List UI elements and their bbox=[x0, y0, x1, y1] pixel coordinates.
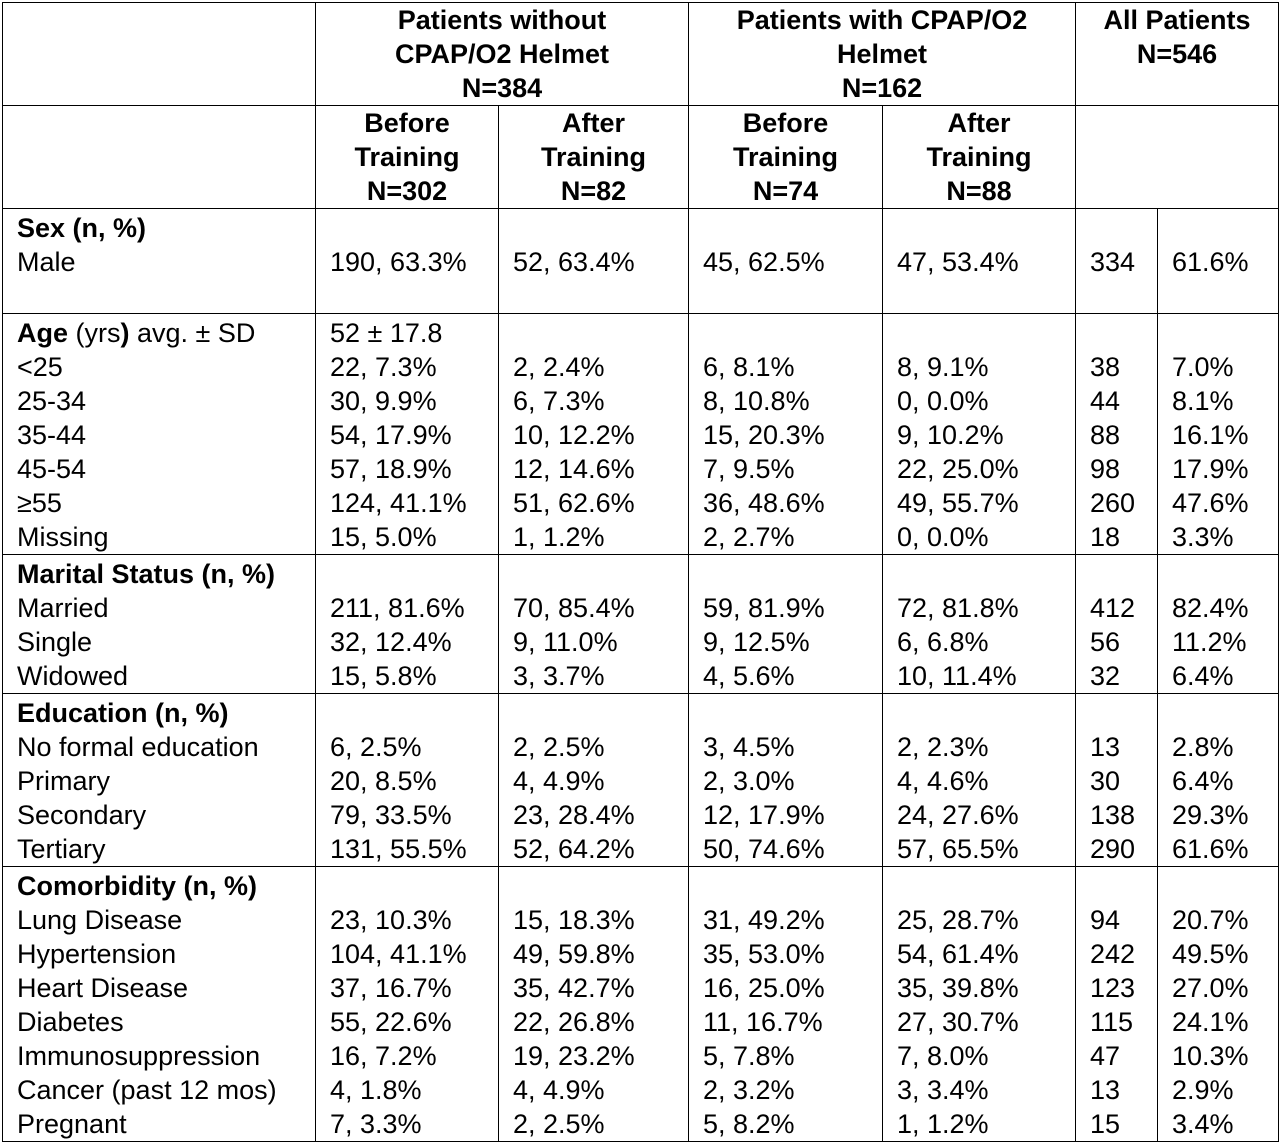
cell-value: 4, 4.9% bbox=[513, 1075, 605, 1105]
cell-value: 15, 18.3% bbox=[513, 905, 635, 935]
header-line: Before bbox=[364, 108, 450, 138]
cell-value: 57, 18.9% bbox=[330, 454, 452, 484]
section-title-text: Comorbidity (n, %) bbox=[17, 871, 257, 901]
section-title-text: Education (n, %) bbox=[17, 698, 229, 728]
spacer-line bbox=[897, 696, 1075, 730]
cell-value: 35, 42.7% bbox=[513, 973, 635, 1003]
spacer-line bbox=[1172, 557, 1278, 591]
header-line: Before bbox=[742, 108, 829, 138]
cell-value: 88 bbox=[1090, 420, 1121, 450]
cell-value: 11.2% bbox=[1172, 627, 1247, 657]
row-label-cell bbox=[3, 867, 316, 1142]
table-row-group bbox=[3, 209, 1279, 314]
group-header-with-helmet bbox=[689, 3, 1076, 106]
row-label: Cancer (past 12 mos) bbox=[17, 1075, 277, 1105]
header-line: CPAP/O2 Helmet bbox=[394, 39, 610, 69]
spacer-line bbox=[897, 316, 1075, 350]
cell-value: 49, 59.8% bbox=[513, 939, 635, 969]
cell-value: 36, 48.6% bbox=[703, 488, 825, 518]
cell-value: 22, 7.3% bbox=[330, 352, 437, 382]
header-line: All Patients bbox=[1103, 5, 1251, 35]
cell-value: 57, 65.5% bbox=[897, 834, 1019, 864]
header-line: N=88 bbox=[946, 176, 1012, 206]
subheader-before-training-2 bbox=[689, 106, 883, 209]
cell-value: 20.7% bbox=[1172, 905, 1249, 935]
cell-value: 24.1% bbox=[1172, 1007, 1249, 1037]
section-title bbox=[17, 869, 315, 903]
cell-value: 2, 3.0% bbox=[703, 766, 795, 796]
spacer-line bbox=[513, 696, 688, 730]
cell-value: 10.3% bbox=[1172, 1041, 1249, 1071]
value-cell bbox=[316, 867, 499, 1142]
spacer-line bbox=[703, 211, 882, 245]
cell-value: 15, 5.0% bbox=[330, 522, 437, 552]
cell-value: 2, 2.7% bbox=[703, 522, 795, 552]
cell-value: 2, 3.2% bbox=[703, 1075, 795, 1105]
cell-value: 79, 33.5% bbox=[330, 800, 452, 830]
row-label-cell bbox=[3, 694, 316, 867]
spacer-line bbox=[330, 557, 498, 591]
cell-value: 290 bbox=[1090, 834, 1136, 864]
cell-value: 9, 12.5% bbox=[703, 627, 810, 657]
cell-value: 51, 62.6% bbox=[513, 488, 635, 518]
cell-value: 6, 7.3% bbox=[513, 386, 605, 416]
cell-value: 9, 10.2% bbox=[897, 420, 1004, 450]
cell-value: 4, 5.6% bbox=[703, 661, 795, 691]
cell-value: 242 bbox=[1090, 939, 1136, 969]
cell-value: 24, 27.6% bbox=[897, 800, 1019, 830]
value-cell bbox=[316, 555, 499, 694]
cell-value: 10, 12.2% bbox=[513, 420, 635, 450]
spacer-line bbox=[1090, 557, 1157, 591]
cell-value: 47 bbox=[1090, 1041, 1121, 1071]
cell-value: 6.4% bbox=[1172, 766, 1234, 796]
value-cell bbox=[689, 694, 883, 867]
cell-value: 30 bbox=[1090, 766, 1121, 796]
cell-value: 49, 55.7% bbox=[897, 488, 1019, 518]
row-label: Primary bbox=[17, 766, 110, 796]
spacer-line bbox=[703, 316, 882, 350]
cell-value: 123 bbox=[1090, 973, 1136, 1003]
spacer-line bbox=[897, 869, 1075, 903]
header-line: N=82 bbox=[560, 176, 627, 206]
row-label: Single bbox=[17, 627, 93, 657]
cell-value: 52, 64.2% bbox=[513, 834, 635, 864]
cell-value: 3, 4.5% bbox=[703, 732, 795, 762]
header-line: Training bbox=[354, 142, 460, 172]
cell-value: 15 bbox=[1090, 1109, 1121, 1139]
demographics-table bbox=[2, 2, 1279, 1142]
cell-value: 4, 4.6% bbox=[897, 766, 989, 796]
cell-value: 2.9% bbox=[1172, 1075, 1234, 1105]
value-cell bbox=[1076, 209, 1158, 314]
spacer-line bbox=[513, 316, 688, 350]
cell-value: 104, 41.1% bbox=[330, 939, 467, 969]
table-row-group bbox=[3, 314, 1279, 555]
cell-value: 5, 7.8% bbox=[703, 1041, 795, 1071]
section-title-text: Sex (n, %) bbox=[17, 213, 147, 243]
cell-value: 13 bbox=[1090, 1075, 1121, 1105]
cell-value: 27, 30.7% bbox=[897, 1007, 1019, 1037]
cell-value: 124, 41.1% bbox=[330, 488, 467, 518]
cell-value: 72, 81.8% bbox=[897, 593, 1019, 623]
cell-value: 6, 2.5% bbox=[330, 732, 422, 762]
spacer-line bbox=[1090, 696, 1157, 730]
cell-value: 19, 23.2% bbox=[513, 1041, 635, 1071]
cell-value: 35, 53.0% bbox=[703, 939, 825, 969]
cell-value: 32 bbox=[1090, 661, 1121, 691]
cell-value: 54, 17.9% bbox=[330, 420, 452, 450]
cell-value: 56 bbox=[1090, 627, 1121, 657]
empty-header-cell bbox=[1076, 106, 1279, 209]
value-cell bbox=[316, 209, 499, 314]
cell-value: 3, 3.7% bbox=[513, 661, 605, 691]
row-label: 25-34 bbox=[17, 386, 87, 416]
section-title bbox=[17, 211, 315, 245]
empty-header-cell bbox=[3, 106, 316, 209]
spacer-line bbox=[703, 557, 882, 591]
empty-header-cell bbox=[3, 3, 316, 106]
header-line: Patients without bbox=[397, 5, 607, 35]
cell-value: 44 bbox=[1090, 386, 1121, 416]
cell-value: 15, 5.8% bbox=[330, 661, 437, 691]
cell-value: 115 bbox=[1090, 1007, 1134, 1037]
cell-value: 45, 62.5% bbox=[703, 247, 825, 277]
cell-value: 2, 2.5% bbox=[513, 732, 605, 762]
cell-value: 0, 0.0% bbox=[897, 386, 989, 416]
header-line: N=74 bbox=[752, 176, 819, 206]
value-cell bbox=[883, 867, 1076, 1142]
row-label: <25 bbox=[17, 352, 63, 382]
section-title bbox=[17, 557, 315, 591]
row-label: Hypertension bbox=[17, 939, 177, 969]
cell-value: 138 bbox=[1090, 800, 1136, 830]
cell-value: 5, 8.2% bbox=[703, 1109, 795, 1139]
cell-value: 7, 8.0% bbox=[897, 1041, 989, 1071]
value-cell bbox=[499, 314, 689, 555]
cell-value: 23, 28.4% bbox=[513, 800, 635, 830]
value-cell bbox=[883, 314, 1076, 555]
cell-value: 54, 61.4% bbox=[897, 939, 1019, 969]
cell-value: 23, 10.3% bbox=[330, 905, 452, 935]
row-label-cell bbox=[3, 555, 316, 694]
subgroup-header-row bbox=[3, 106, 1279, 209]
cell-value: 61.6% bbox=[1172, 247, 1249, 277]
row-label: Missing bbox=[17, 522, 109, 552]
cell-value: 7, 9.5% bbox=[703, 454, 795, 484]
value-cell bbox=[1158, 867, 1279, 1142]
cell-value: 18 bbox=[1090, 522, 1121, 552]
header-line: Training bbox=[926, 142, 1032, 172]
cell-value: 82.4% bbox=[1172, 593, 1249, 623]
spacer-line bbox=[703, 869, 882, 903]
header-line: Patients with CPAP/O2 bbox=[736, 5, 1028, 35]
cell-value: 17.9% bbox=[1172, 454, 1249, 484]
spacer-line bbox=[1090, 211, 1157, 245]
cell-value: 30, 9.9% bbox=[330, 386, 437, 416]
value-cell bbox=[689, 209, 883, 314]
group-header-all-patients bbox=[1076, 3, 1279, 106]
cell-value: 16, 25.0% bbox=[703, 973, 825, 1003]
section-title-part: (yrs bbox=[68, 318, 121, 348]
cell-value: 22, 26.8% bbox=[513, 1007, 635, 1037]
row-label: 45-54 bbox=[17, 454, 87, 484]
cell-value: 15, 20.3% bbox=[703, 420, 825, 450]
row-label: Married bbox=[17, 593, 109, 623]
section-title-part: avg. ± SD bbox=[129, 318, 256, 348]
row-label: Widowed bbox=[17, 661, 129, 691]
cell-value: 1, 1.2% bbox=[513, 522, 605, 552]
cell-value: 12, 17.9% bbox=[703, 800, 825, 830]
cell-value: 70, 85.4% bbox=[513, 593, 635, 623]
spacer-line bbox=[1090, 316, 1157, 350]
header-line: Training bbox=[540, 142, 646, 172]
value-cell bbox=[1158, 209, 1279, 314]
header-line: Training bbox=[732, 142, 838, 172]
header-line: N=162 bbox=[841, 73, 923, 103]
cell-value: 211, 81.6% bbox=[330, 593, 465, 623]
cell-value: 190, 63.3% bbox=[330, 247, 467, 277]
value-cell bbox=[1076, 867, 1158, 1142]
cell-value: 8, 9.1% bbox=[897, 352, 989, 382]
cell-value: 61.6% bbox=[1172, 834, 1249, 864]
cell-value: 94 bbox=[1090, 905, 1121, 935]
row-label: Pregnant bbox=[17, 1109, 127, 1139]
spacer-line bbox=[1172, 869, 1278, 903]
table-row-group bbox=[3, 867, 1279, 1142]
cell-value: 11, 16.7% bbox=[703, 1007, 823, 1037]
cell-value: 13 bbox=[1090, 732, 1121, 762]
row-label: No formal education bbox=[17, 732, 259, 762]
row-label: Tertiary bbox=[17, 834, 106, 864]
cell-value: 9, 11.0% bbox=[513, 627, 618, 657]
section-title-part: Age bbox=[17, 318, 69, 348]
cell-value: 12, 14.6% bbox=[513, 454, 635, 484]
cell-value: 37, 16.7% bbox=[330, 973, 452, 1003]
cell-value: 6, 8.1% bbox=[703, 352, 795, 382]
spacer-line bbox=[330, 696, 498, 730]
spacer-line bbox=[897, 211, 1075, 245]
value-cell bbox=[499, 209, 689, 314]
cell-value: 2.8% bbox=[1172, 732, 1234, 762]
table-row-group bbox=[3, 555, 1279, 694]
spacer-line bbox=[1090, 869, 1157, 903]
cell-value: 412 bbox=[1090, 593, 1136, 623]
cell-value: 3.3% bbox=[1172, 522, 1234, 552]
cell-value: 6, 6.8% bbox=[897, 627, 989, 657]
spacer-line bbox=[513, 211, 688, 245]
header-line: N=384 bbox=[461, 73, 543, 103]
value-cell bbox=[1076, 314, 1158, 555]
cell-value: 29.3% bbox=[1172, 800, 1249, 830]
spacer-line bbox=[1172, 316, 1278, 350]
cell-value: 3.4% bbox=[1172, 1109, 1234, 1139]
cell-value: 31, 49.2% bbox=[703, 905, 825, 935]
cell-value: 3, 3.4% bbox=[897, 1075, 989, 1105]
value-cell bbox=[316, 314, 499, 555]
cell-value: 38 bbox=[1090, 352, 1121, 382]
cell-value: 16, 7.2% bbox=[330, 1041, 437, 1071]
spacer-line bbox=[1172, 696, 1278, 730]
cell-value: 49.5% bbox=[1172, 939, 1249, 969]
value-cell bbox=[883, 209, 1076, 314]
cell-value: 2, 2.4% bbox=[513, 352, 605, 382]
cell-value: 47, 53.4% bbox=[897, 247, 1019, 277]
section-title bbox=[17, 316, 315, 350]
value-cell bbox=[883, 555, 1076, 694]
cell-value: 8.1% bbox=[1172, 386, 1234, 416]
cell-value: 55, 22.6% bbox=[330, 1007, 452, 1037]
value-cell bbox=[883, 694, 1076, 867]
spacer-line bbox=[703, 696, 882, 730]
subheader-after-training-1 bbox=[499, 106, 689, 209]
value-cell bbox=[499, 555, 689, 694]
row-label: Diabetes bbox=[17, 1007, 124, 1037]
cell-value: 260 bbox=[1090, 488, 1136, 518]
row-label: Male bbox=[17, 247, 76, 277]
cell-value: 20, 8.5% bbox=[330, 766, 437, 796]
cell-value: 1, 1.2% bbox=[897, 1109, 989, 1139]
cell-value: 4, 4.9% bbox=[513, 766, 605, 796]
subheader-before-training-1 bbox=[316, 106, 499, 209]
cell-value: 59, 81.9% bbox=[703, 593, 825, 623]
cell-value: 16.1% bbox=[1172, 420, 1249, 450]
cell-value: 98 bbox=[1090, 454, 1121, 484]
value-cell bbox=[689, 867, 883, 1142]
spacer-line bbox=[1172, 211, 1278, 245]
row-label: Heart Disease bbox=[17, 973, 189, 1003]
summary-value: 52 ± 17.8 bbox=[330, 318, 443, 348]
row-label: Secondary bbox=[17, 800, 147, 830]
cell-value: 4, 1.8% bbox=[330, 1075, 422, 1105]
value-cell bbox=[499, 694, 689, 867]
cell-value: 25, 28.7% bbox=[897, 905, 1019, 935]
row-label: ≥55 bbox=[17, 488, 62, 518]
cell-value: 131, 55.5% bbox=[330, 834, 467, 864]
spacer-line bbox=[513, 557, 688, 591]
row-label: Immunosuppression bbox=[17, 1041, 261, 1071]
value-cell bbox=[1158, 555, 1279, 694]
group-header-without-helmet bbox=[316, 3, 689, 106]
value-cell bbox=[499, 867, 689, 1142]
cell-value: 47.6% bbox=[1172, 488, 1249, 518]
cell-value: 7.0% bbox=[1172, 352, 1234, 382]
value-cell bbox=[1158, 314, 1279, 555]
spacer-line bbox=[897, 557, 1075, 591]
value-cell bbox=[689, 555, 883, 694]
header-line: N=546 bbox=[1136, 39, 1218, 69]
spacer-line bbox=[330, 869, 498, 903]
cell-value: 8, 10.8% bbox=[703, 386, 810, 416]
table-row-group bbox=[3, 694, 1279, 867]
cell-value: 2, 2.3% bbox=[897, 732, 989, 762]
cell-value: 10, 11.4% bbox=[897, 661, 1017, 691]
value-cell bbox=[1076, 694, 1158, 867]
cell-value: 50, 74.6% bbox=[703, 834, 825, 864]
row-label: Lung Disease bbox=[17, 905, 183, 935]
row-label: 35-44 bbox=[17, 420, 87, 450]
row-label-cell bbox=[3, 209, 316, 314]
section-title-text: Marital Status (n, %) bbox=[17, 559, 276, 589]
cell-value: 27.0% bbox=[1172, 973, 1249, 1003]
value-cell bbox=[1076, 555, 1158, 694]
cell-value: 0, 0.0% bbox=[897, 522, 989, 552]
cell-value: 6.4% bbox=[1172, 661, 1234, 691]
cell-value: 7, 3.3% bbox=[330, 1109, 422, 1139]
header-line: After bbox=[947, 108, 1011, 138]
cell-value: 2, 2.5% bbox=[513, 1109, 605, 1139]
group-header-row bbox=[3, 3, 1279, 106]
spacer-line bbox=[513, 869, 688, 903]
section-title bbox=[17, 696, 315, 730]
value-cell bbox=[316, 694, 499, 867]
cell-value: 32, 12.4% bbox=[330, 627, 452, 657]
section-title-part: ) bbox=[120, 318, 130, 348]
header-line: After bbox=[561, 108, 625, 138]
cell-value: 334 bbox=[1090, 247, 1136, 277]
subheader-after-training-2 bbox=[883, 106, 1076, 209]
value-cell bbox=[1158, 694, 1279, 867]
row-label-cell bbox=[3, 314, 316, 555]
cell-value: 35, 39.8% bbox=[897, 973, 1019, 1003]
cell-value: 52, 63.4% bbox=[513, 247, 635, 277]
header-line: N=302 bbox=[366, 176, 448, 206]
cell-value: 22, 25.0% bbox=[897, 454, 1019, 484]
spacer-line bbox=[330, 211, 498, 245]
value-cell bbox=[689, 314, 883, 555]
header-line: Helmet bbox=[836, 39, 928, 69]
